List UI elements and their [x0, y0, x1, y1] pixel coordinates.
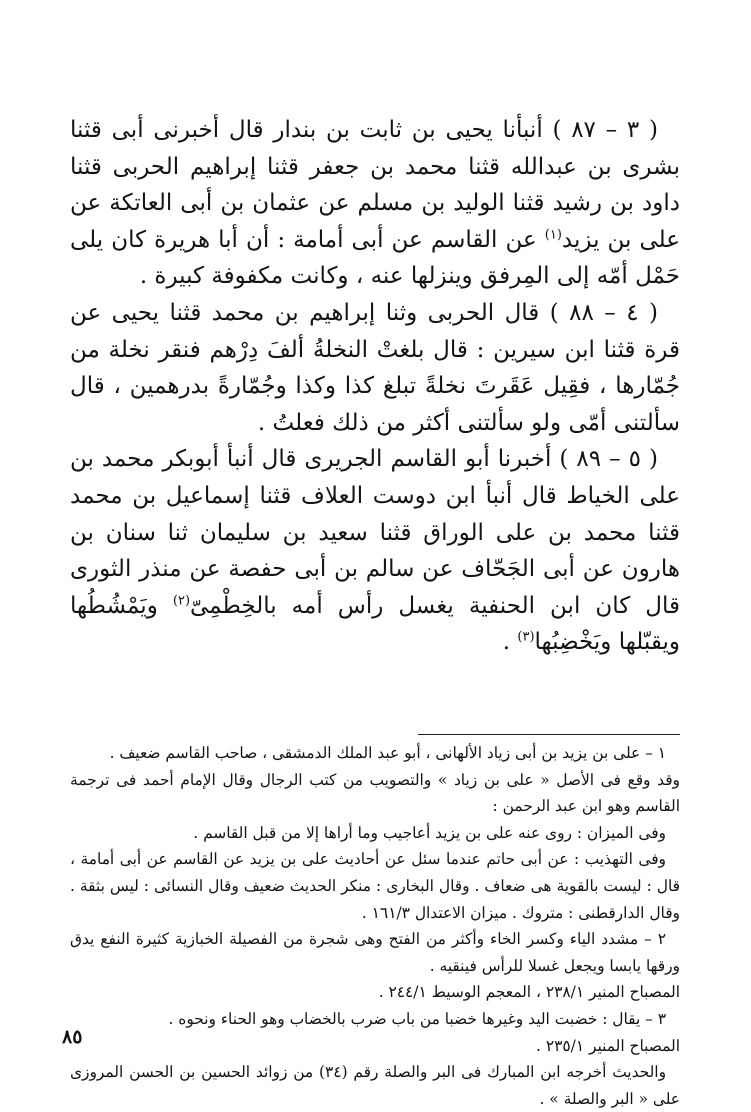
footnote-3: ٣ – يقال : خضبت اليد وغيرها خضبا من باب ضرب بالخضاب وهو الحناء ونحوه . [168, 1009, 666, 1028]
hadith-number: ( ٤ – ٨٨ ) [549, 299, 658, 326]
footnote-ref[interactable]: (٣) [517, 629, 535, 645]
paragraph-88 [70, 295, 680, 441]
paragraph-text-continued: عن القاسم عن أبى أمامة : أن أبا هريرة كان يلى حَمْل أمّه إلى المِرفق وينزلها عنه ، وكانت مكفوفة كبيرة . [70, 226, 680, 290]
footnote-1-tahdhib: وفى التهذيب : عن أبى حاتم عندما سئل عن أحاديث على بن يزيد عن القاسم عن أبى أمامة ، قال : ليست بالقوية هى ضعاف . وقال البخارى : منكر الحديث ضعيف وقال النسائى : ليس بثقة . وقال الدارقطنى : متروك . ميزان الاعتدال ١٦١/٣ . [70, 850, 680, 922]
hadith-number: ( ٥ – ٨٩ ) [559, 446, 658, 473]
hadith-number: ( ٣ – ٨٧ ) [552, 117, 658, 143]
paragraph-text: قال الحربى وثنا إبراهيم بن محمد قثنا يحيى عن قرة قثنا ابن سيرين : قال بلغتْ النخلةُ ألفَ دِرْهم فنقر نخلة من جُمّارها ، فقِيل عَقَرتَ نخلةً تبلغ كذا وكذا وجُمّارةً بدرهمين ، قال سألتنى أمّى ولو سألتنى أكثر من ذلك فعلتُ . [70, 299, 680, 436]
paragraph-text: أخبرنا أبو القاسم الجريرى قال أنبأ أبوبكر محمد بن على الخياط قال أنبأ ابن دوست العلاف قثنا إسماعيل بن محمد قثنا محمد بن على الوراق قثنا سعيد بن سليمان ثنا سنان بن هارون عن أبى الجَحّاف عن سالم بن أبى حفصة عن منذر الثورى قال كان ابن الحنفية يغسل رأس أمه بالخِطْمِىّ [70, 446, 681, 619]
footnote-1: ١ – على بن يزيد بن أبى زياد الألهانى ، أبو عبد الملك الدمشقى ، صاحب القاسم ضعيف . [109, 744, 666, 762]
main-text [70, 112, 680, 661]
paragraph-text-continued: ويَمْشُطُها ويقبّلها ويَخْضِبُها [70, 592, 680, 656]
paragraph-87 [70, 112, 680, 295]
footnote-2: ٢ – مشدد الياء وكسر الخاء وأكثر من الفتح وهى شجرة من الفصيلة الخبازية كثيرة النفع يدق ورقها يابسا ويجعل غسلا للرأس فينقيه . [70, 930, 680, 975]
footnote-1-mizan: وفى الميزان : روى عنه على بن يزيد أعاجيب وما أراها إلا من قبل القاسم . [193, 823, 666, 842]
footnote-hadith-source: والحديث أخرجه ابن المبارك فى البر والصلة رقم (٣٤) من زوائد الحسين بن الحسن المروزى على « البر والصلة » . [70, 1063, 680, 1108]
footnote-ref[interactable]: (٢) [172, 593, 191, 609]
page-number: ٨٥ [62, 1026, 83, 1048]
paragraph-89 [70, 441, 680, 661]
footnote-divider [418, 734, 680, 735]
footnote-2-source: المصباح المنير ٢٣٨/١ ، المعجم الوسيط ٢٤٤/١ . [378, 983, 680, 1002]
footnote-3-source: المصباح المنير ٢٣٥/١ . [536, 1036, 680, 1055]
paragraph-text: أنبأنا يحيى بن ثابت بن بندار قال أخبرنى أبى قثنا بشرى بن عبدالله قثنا محمد بن جعفر قثنا إبراهيم الحربى قثنا داود بن رشيد قثنا الوليد بن مسلم عن عثمان بن أبى العاتكة عن على بن يزيد [70, 117, 681, 253]
footnotes [70, 740, 680, 1112]
paragraph-end: . [502, 629, 511, 656]
footnote-ref[interactable]: (١) [544, 227, 562, 243]
footnote-1-correction: وقد وقع فى الأصل « على بن زياد » والتصويب من كتب الرجال وقال الإمام أحمد فى ترجمة القاسم وهو ابن عبد الرحمن : [70, 770, 680, 816]
